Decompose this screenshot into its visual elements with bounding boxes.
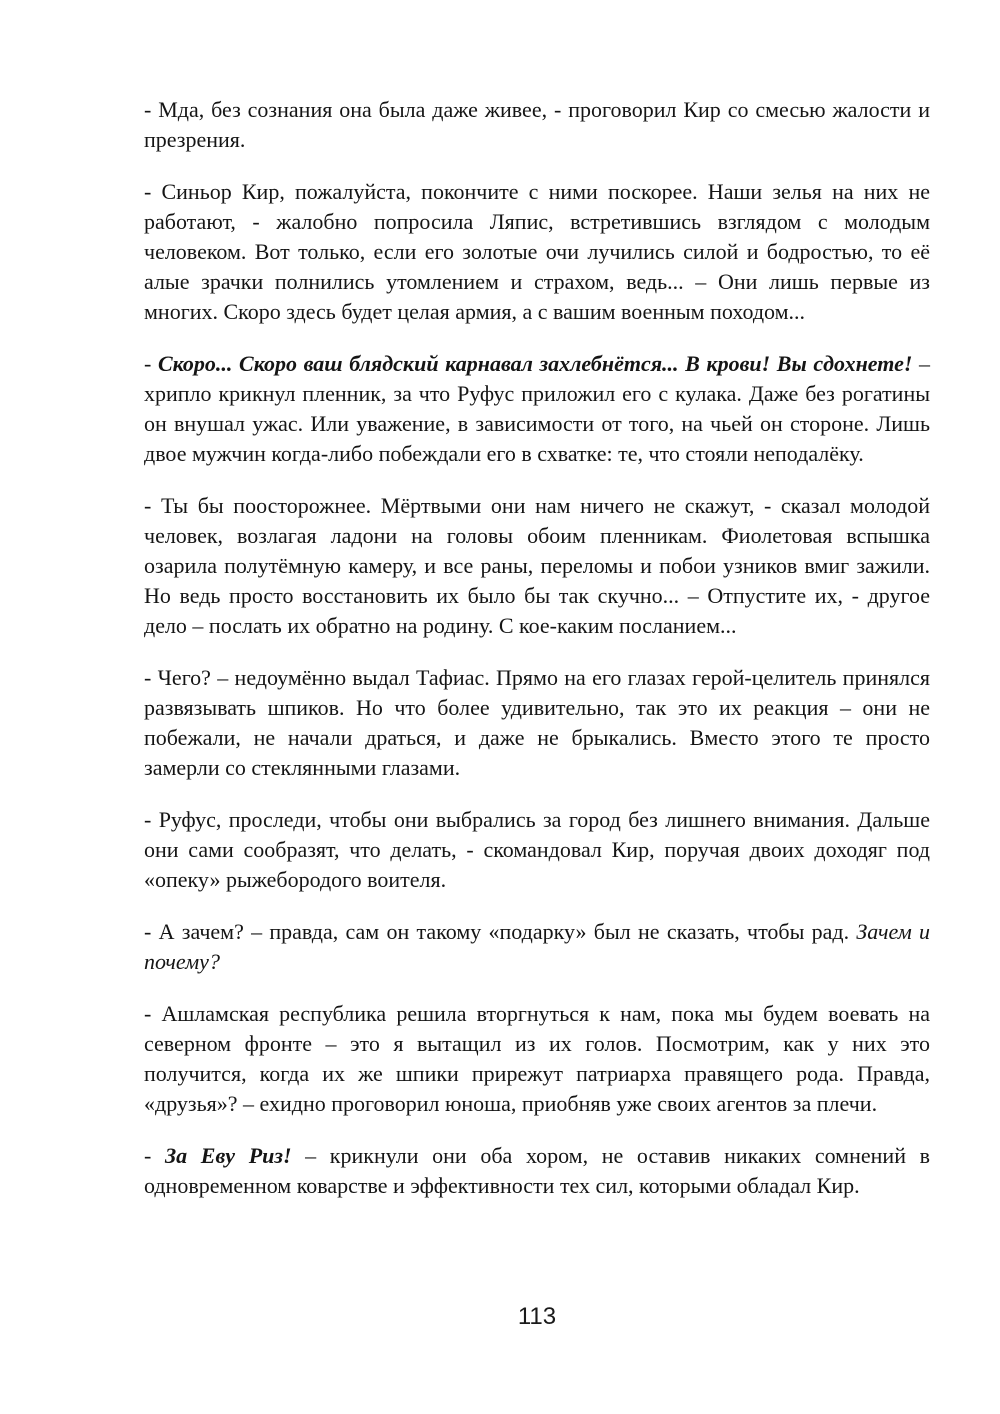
paragraph [144,95,930,155]
text-run: - Мда, без сознания она была даже живее, - проговорил Кир со смесью жалости и презрения. [144,97,930,152]
text-run-italic: Зачем и почему? [144,919,930,974]
text-run-bold-italic: За Еву Риз! [164,1143,292,1168]
paragraph [144,1141,930,1201]
paragraph [144,805,930,895]
text-run: - Руфус, проследи, чтобы они выбрались за город без лишнего внимания. Дальше они сами сообразят, что делать, - скомандовал Кир, поручая двоих доходяг под «опеку» рыжебородого воителя. [144,807,930,892]
text-run: - Чего? – недоумённо выдал Тафиас. Прямо на его глазах герой-целитель принялся развязывать шпиков. Но что более удивительно, так это их реакция – они не побежали, не начали драться, и даже не брыкались. Вместо этого те просто замерли со стеклянными глазами. [144,665,930,780]
text-run: - [144,1143,165,1168]
text-run-bold-italic: Скоро... Скоро ваш блядский карнавал захлебнётся... В крови! Вы сдохнете! [157,351,913,376]
text-run: - [144,351,158,376]
text-run: - А зачем? – правда, сам он такому «подарку» был не сказать, чтобы рад. [144,919,857,944]
text-run: - Синьор Кир, пожалуйста, покончите с ними поскорее. Наши зелья на них не работают, - жалобно попросила Ляпис, встретившись взглядом с молодым человеком. Вот только, если его золотые очи лучились силой и бодростью, то её алые зрачки полнились утомлением и страхом, ведь... – Они лишь первые из многих. Скоро здесь будет целая армия, а с вашим военным походом... [144,179,930,324]
paragraph [144,177,930,327]
text-run: - Ашламская республика решила вторгнуться к нам, пока мы будем воевать на северном фронте – это я вытащил из их голов. Посмотрим, как у них это получится, когда их же шпики прирежут патриарха правящего рода. Правда, «друзья»? – ехидно проговорил юноша, приобняв уже своих агентов за плечи. [144,1001,930,1116]
text-block [144,95,930,1223]
paragraph [144,491,930,641]
paragraph [144,917,930,977]
text-run: - Ты бы поосторожнее. Мёртвыми они нам ничего не скажут, - сказал молодой человек, возлагая ладони на головы обоим пленникам. Фиолетовая вспышка озарила полутёмную камеру, и все раны, переломы и побои узников вмиг зажили. Но ведь просто восстановить их было бы так скучно... – Отпустите их, - другое дело – послать их обратно на родину. С кое-каким посланием... [144,493,930,638]
page-number: 113 [517,1303,557,1330]
text-run: – крикнули они оба хором, не оставив никаких сомнений в одновременном коварстве и эффективности тех сил, которыми обладал Кир. [144,1143,930,1198]
paragraph [144,999,930,1119]
text-run: – хрипло крикнул пленник, за что Руфус приложил его с кулака. Даже без рогатины он внушал ужас. Или уважение, в зависимости от того, на чьей он стороне. Лишь двое мужчин когда-либо побеждали его в схватке: те, что стояли неподалёку. [144,351,931,466]
paragraph [144,349,930,469]
paragraph [144,663,930,783]
